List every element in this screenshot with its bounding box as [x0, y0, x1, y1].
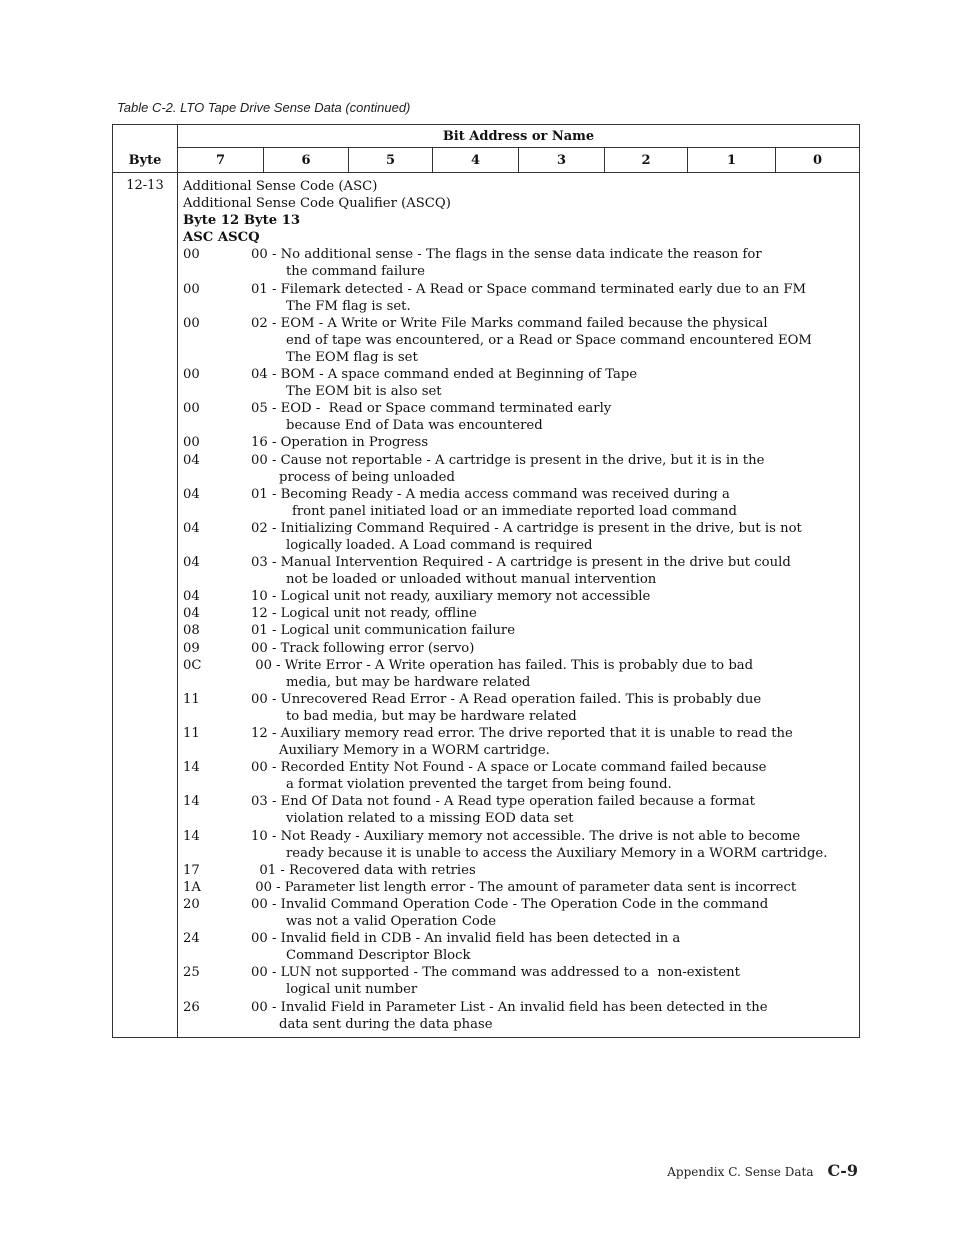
list-item [183, 452, 859, 486]
list-item [183, 434, 859, 451]
list-item [183, 640, 859, 657]
list-item [183, 281, 859, 315]
bit-2-header: 2 [605, 148, 688, 173]
asc-code: 00 [183, 401, 200, 417]
asc-code: 00 [183, 367, 200, 383]
ascq-description [251, 315, 812, 366]
byte-column-header: Byte [113, 125, 178, 173]
ascq-description [251, 640, 474, 657]
asc-code: 04 [183, 606, 200, 622]
ascq-text: 01 - Becoming Ready - A media access command was received during a [251, 486, 730, 502]
ascq-text: 01 - Filemark detected - A Read or Space command terminated early due to an FM [251, 281, 807, 297]
ascq-continuation: the command failure [286, 264, 425, 280]
ascq-text: 00 - Cause not reportable - A cartridge is present in the drive, but it is in the [251, 452, 765, 468]
ascq-continuation: ready because it is unable to access the Auxiliary Memory in a WORM cartridge. [286, 845, 828, 861]
ascq-continuation: front panel initiated load or an immediate reported load command [292, 503, 737, 519]
sense-code-description [178, 173, 860, 1038]
ascq-text: 00 - Write Error - A Write operation has failed. This is probably due to bad [251, 657, 754, 673]
asc-code: 24 [183, 931, 200, 947]
asc-code: 26 [183, 999, 200, 1015]
ascq-continuation: process of being unloaded [279, 469, 455, 485]
ascq-description [251, 657, 753, 691]
footer-section: Appendix C. Sense Data [667, 1165, 814, 1179]
asc-code: 25 [183, 965, 200, 981]
bit-6-header: 6 [264, 148, 349, 173]
ascq-text: 12 - Logical unit not ready, offline [251, 606, 477, 622]
asc-code: 09 [183, 640, 200, 656]
asc-code: 14 [183, 794, 200, 810]
asc-code: 17 [183, 862, 200, 878]
ascq-text: 00 - No additional sense - The flags in the sense data indicate the reason for [251, 247, 762, 263]
ascq-text: 10 - Logical unit not ready, auxiliary memory not accessible [251, 589, 651, 605]
asc-code: 04 [183, 452, 200, 468]
ascq-continuation: because End of Data was encountered [286, 418, 543, 434]
asc-code: 00 [183, 435, 200, 451]
ascq-description [251, 725, 793, 759]
asc-code: 04 [183, 589, 200, 605]
ascq-text: 00 - Track following error (servo) [251, 640, 475, 656]
intro-line: Additional Sense Code (ASC) [183, 179, 378, 194]
ascq-continuation: The EOM flag is set [286, 349, 418, 365]
ascq-description [251, 588, 650, 605]
bit-0-header: 0 [776, 148, 860, 173]
ascq-continuation: not be loaded or unloaded without manual intervention [286, 572, 657, 588]
list-item [183, 315, 859, 366]
asc-code: 0C [183, 657, 202, 673]
ascq-text: 00 - LUN not supported - The command was addressed to a non-existent [251, 965, 740, 981]
bit-7-header: 7 [178, 148, 264, 173]
ascq-description [251, 793, 755, 827]
ascq-continuation: violation related to a missing EOD data set [286, 811, 574, 827]
ascq-description [251, 999, 768, 1033]
ascq-description [251, 964, 740, 998]
ascq-text: 05 - EOD - Read or Space command terminated early [251, 401, 612, 417]
ascq-continuation: media, but may be hardware related [286, 674, 531, 690]
sense-data-table [112, 124, 860, 1038]
ascq-text: 02 - EOM - A Write or Write File Marks command failed because the physical [251, 315, 768, 331]
ascq-continuation: a format violation prevented the target from being found. [286, 777, 672, 793]
ascq-text: 00 - Invalid Command Operation Code - The Operation Code in the command [251, 896, 769, 912]
asc-code: 11 [183, 726, 200, 741]
ascq-continuation: end of tape was encountered, or a Read or Space command encountered EOM [286, 332, 812, 348]
ascq-description [251, 246, 762, 280]
asc-code: 00 [183, 315, 200, 331]
list-item [183, 554, 859, 588]
ascq-text: 12 - Auxiliary memory read error. The drive reported that it is unable to read the [251, 726, 793, 741]
list-item [183, 896, 859, 930]
asc-code: 11 [183, 691, 200, 707]
ascq-text: 00 - Parameter list length error - The amount of parameter data sent is incorrect [251, 879, 797, 895]
column-heading-line: ASC ASCQ [183, 230, 260, 246]
list-item [183, 486, 859, 520]
ascq-description [251, 400, 611, 434]
ascq-description [251, 879, 796, 896]
ascq-description [251, 452, 764, 486]
ascq-description [251, 691, 761, 725]
ascq-description [251, 554, 791, 588]
ascq-text: 00 - Invalid Field in Parameter List - An invalid field has been detected in the [251, 999, 768, 1015]
ascq-continuation: logical unit number [286, 982, 418, 998]
list-item [183, 793, 859, 827]
ascq-description [251, 486, 737, 520]
ascq-description [251, 930, 680, 964]
bit-address-header: Bit Address or Name [178, 125, 860, 148]
asc-code: 04 [183, 555, 200, 571]
ascq-continuation: Auxiliary Memory in a WORM cartridge. [279, 743, 550, 759]
list-item [183, 605, 859, 622]
list-item [183, 759, 859, 793]
bit-1-header: 1 [688, 148, 776, 173]
asc-code: 08 [183, 623, 200, 639]
ascq-text: 01 - Logical unit communication failure [251, 623, 516, 639]
table-caption: Table C-2. LTO Tape Drive Sense Data (continued) [117, 100, 411, 115]
bit-4-header: 4 [433, 148, 519, 173]
list-item [183, 246, 859, 280]
list-item [183, 999, 859, 1033]
list-item [183, 588, 859, 605]
ascq-description [251, 759, 766, 793]
asc-code: 04 [183, 486, 200, 502]
ascq-description [251, 281, 806, 315]
list-item [183, 862, 859, 879]
ascq-description [251, 366, 637, 400]
asc-code: 20 [183, 896, 200, 912]
asc-ascq-list [183, 246, 859, 1032]
ascq-text: 16 - Operation in Progress [251, 435, 429, 451]
byte-value: 12-13 [113, 173, 178, 1038]
ascq-description [251, 896, 768, 930]
ascq-description [251, 622, 515, 639]
ascq-description [251, 828, 827, 862]
ascq-continuation: to bad media, but may be hardware related [286, 708, 577, 724]
ascq-text: 10 - Not Ready - Auxiliary memory not accessible. The drive is not able to become [251, 828, 801, 844]
ascq-description [251, 862, 476, 879]
ascq-text: 03 - End Of Data not found - A Read type operation failed because a format [251, 794, 755, 810]
ascq-text: 00 - Invalid field in CDB - An invalid field has been detected in a [251, 931, 681, 947]
asc-code: 14 [183, 828, 200, 844]
asc-code: 14 [183, 760, 200, 776]
intro-line: Additional Sense Code Qualifier (ASCQ) [183, 196, 451, 212]
list-item [183, 400, 859, 434]
list-item [183, 725, 859, 759]
bit-5-header: 5 [349, 148, 433, 173]
ascq-description [251, 434, 428, 451]
ascq-continuation: The EOM bit is also set [286, 384, 442, 400]
ascq-continuation: The FM flag is set. [286, 298, 411, 314]
page-footer [667, 1161, 858, 1180]
asc-code: 00 [183, 247, 200, 263]
asc-code: 04 [183, 520, 200, 536]
asc-code: 00 [183, 281, 200, 297]
ascq-description [251, 605, 477, 622]
ascq-text: 00 - Unrecovered Read Error - A Read operation failed. This is probably due [251, 691, 762, 707]
ascq-continuation: Command Descriptor Block [286, 948, 471, 964]
table-row [113, 173, 860, 1038]
list-item [183, 657, 859, 691]
list-item [183, 366, 859, 400]
list-item [183, 930, 859, 964]
bit-3-header: 3 [519, 148, 605, 173]
column-heading-line: Byte 12 Byte 13 [183, 213, 301, 229]
asc-code: 1A [183, 879, 201, 895]
ascq-text: 03 - Manual Intervention Required - A cartridge is present in the drive but could [251, 555, 791, 571]
list-item [183, 622, 859, 639]
list-item [183, 520, 859, 554]
list-item [183, 691, 859, 725]
ascq-text: 02 - Initializing Command Required - A cartridge is present in the drive, but is not [251, 520, 802, 536]
ascq-continuation: was not a valid Operation Code [286, 914, 497, 930]
page-number: C-9 [827, 1161, 858, 1180]
list-item [183, 828, 859, 862]
ascq-description [251, 520, 802, 554]
list-item [183, 879, 859, 896]
ascq-text: 00 - Recorded Entity Not Found - A space or Locate command failed because [251, 760, 767, 776]
ascq-text: 04 - BOM - A space command ended at Beginning of Tape [251, 367, 638, 383]
ascq-continuation: logically loaded. A Load command is required [286, 537, 593, 553]
ascq-continuation: data sent during the data phase [279, 1016, 493, 1032]
list-item [183, 964, 859, 998]
ascq-text: 01 - Recovered data with retries [251, 862, 476, 878]
